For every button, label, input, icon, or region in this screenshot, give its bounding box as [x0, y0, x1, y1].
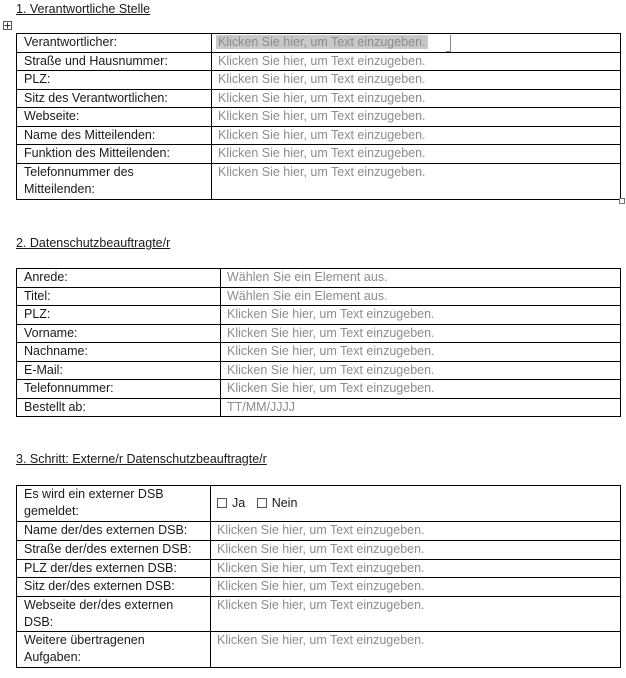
placeholder-text: Wählen Sie ein Element aus.	[227, 270, 388, 284]
dropdown-titel[interactable]	[221, 288, 621, 306]
label-name-mitteilender: Name des Mitteilenden:	[17, 127, 212, 145]
label-bestellt-ab: Bestellt ab:	[17, 399, 221, 417]
checkbox-nein[interactable]	[257, 498, 267, 508]
table-row	[17, 486, 621, 522]
table-row	[17, 560, 621, 578]
input-name-mitteilender[interactable]	[212, 127, 621, 145]
table-row	[17, 90, 621, 108]
option-nein[interactable]	[257, 495, 298, 512]
label-verantwortlicher: Verantwortlicher:	[17, 34, 212, 53]
placeholder-text: Klicken Sie hier, um Text einzugeben.	[218, 128, 426, 142]
input-plz-extern[interactable]	[211, 560, 621, 578]
label-sitz: Sitz des Verantwortlichen:	[17, 90, 212, 108]
label-plz: PLZ:	[17, 306, 221, 325]
placeholder-text: Klicken Sie hier, um Text einzugeben.	[218, 35, 426, 49]
label-telefonnummer: Telefonnummer:	[17, 380, 221, 399]
input-verantwortlicher[interactable]	[212, 34, 621, 53]
placeholder-text: Klicken Sie hier, um Text einzugeben.	[218, 109, 426, 123]
placeholder-text: Klicken Sie hier, um Text einzugeben.	[218, 146, 426, 160]
table-row	[17, 578, 621, 597]
placeholder-text: Klicken Sie hier, um Text einzugeben.	[217, 579, 425, 593]
label-weitere-aufgaben: Weitere übertragenen Aufgaben:	[17, 632, 211, 668]
label-vorname: Vorname:	[17, 325, 221, 343]
table-resize-handle[interactable]	[619, 198, 625, 204]
table-row	[17, 597, 621, 632]
placeholder-text: Klicken Sie hier, um Text einzugeben.	[218, 91, 426, 105]
input-telefonnummer[interactable]	[221, 380, 621, 399]
table-row	[17, 522, 621, 541]
option-ja[interactable]	[217, 495, 245, 512]
table-row	[17, 53, 621, 71]
checkbox-ja[interactable]	[217, 498, 227, 508]
checkbox-ja-label: Ja	[232, 496, 246, 510]
label-telefon-mitteilender: Telefonnummer des Mitteilenden:	[17, 164, 212, 200]
table-row	[17, 306, 621, 325]
input-webseite-extern[interactable]	[211, 597, 621, 632]
input-telefon-mitteilender[interactable]	[212, 164, 621, 200]
table-verantwortliche-stelle	[16, 33, 621, 200]
table-row	[17, 399, 621, 417]
input-strasse-extern[interactable]	[211, 541, 621, 560]
table-row	[17, 127, 621, 145]
table-row	[17, 71, 621, 90]
placeholder-text: Klicken Sie hier, um Text einzugeben.	[218, 165, 426, 179]
label-email: E-Mail:	[17, 362, 221, 380]
placeholder-text: Klicken Sie hier, um Text einzugeben.	[227, 344, 435, 358]
label-titel: Titel:	[17, 288, 221, 306]
label-nachname: Nachname:	[17, 343, 221, 362]
placeholder-text: Klicken Sie hier, um Text einzugeben.	[227, 381, 435, 395]
checkbox-nein-label: Nein	[271, 496, 298, 510]
input-name-extern[interactable]	[211, 522, 621, 541]
table-row	[17, 34, 621, 53]
externer-dsb-options	[211, 486, 621, 522]
placeholder-text: Klicken Sie hier, um Text einzugeben.	[227, 363, 435, 377]
input-weitere-aufgaben[interactable]	[211, 632, 621, 668]
table-row	[17, 108, 621, 127]
input-strasse[interactable]	[212, 53, 621, 71]
placeholder-text: Klicken Sie hier, um Text einzugeben.	[227, 307, 435, 321]
label-webseite-extern: Webseite der/des externen DSB:	[17, 597, 211, 632]
table-row	[17, 288, 621, 306]
section-2-heading: 2. Datenschutzbeauftragte/r	[16, 236, 171, 250]
label-webseite: Webseite:	[17, 108, 212, 127]
input-email[interactable]	[221, 362, 621, 380]
placeholder-text: Klicken Sie hier, um Text einzugeben.	[218, 72, 426, 86]
input-nachname[interactable]	[221, 343, 621, 362]
label-sitz-extern: Sitz der/des externen DSB:	[17, 578, 211, 597]
table-row	[17, 343, 621, 362]
section-3-heading: 3. Schritt: Externe/r Datenschutzbeauftragte/r	[16, 452, 267, 466]
section-1-heading: 1. Verantwortliche Stelle	[16, 2, 151, 16]
placeholder-text: Klicken Sie hier, um Text einzugeben.	[217, 633, 425, 647]
placeholder-text: Klicken Sie hier, um Text einzugeben.	[218, 54, 426, 68]
table-move-icon[interactable]	[3, 21, 12, 30]
date-picker-bestellt-ab[interactable]	[221, 399, 621, 417]
table-row	[17, 164, 621, 200]
table-row	[17, 145, 621, 164]
table-datenschutzbeauftragter	[16, 268, 621, 417]
content-control-edge	[446, 35, 451, 52]
input-webseite[interactable]	[212, 108, 621, 127]
label-name-extern: Name der/des externen DSB:	[17, 522, 211, 541]
table-row	[17, 632, 621, 668]
input-sitz[interactable]	[212, 90, 621, 108]
label-plz-extern: PLZ der/des externen DSB:	[17, 560, 211, 578]
input-vorname[interactable]	[221, 325, 621, 343]
label-anrede: Anrede:	[17, 269, 221, 288]
table-row	[17, 541, 621, 560]
dropdown-anrede[interactable]	[221, 269, 621, 288]
table-externer-dsb	[16, 485, 621, 668]
table-row	[17, 362, 621, 380]
label-externer-dsb-gemeldet: Es wird ein externer DSB gemeldet:	[17, 486, 211, 522]
input-funktion-mitteilender[interactable]	[212, 145, 621, 164]
label-strasse-extern: Straße der/des externen DSB:	[17, 541, 211, 560]
placeholder-text: Klicken Sie hier, um Text einzugeben.	[217, 523, 425, 537]
input-sitz-extern[interactable]	[211, 578, 621, 597]
placeholder-text: Klicken Sie hier, um Text einzugeben.	[217, 598, 425, 612]
input-plz[interactable]	[221, 306, 621, 325]
label-plz: PLZ:	[17, 71, 212, 90]
input-plz[interactable]	[212, 71, 621, 90]
placeholder-text: Klicken Sie hier, um Text einzugeben.	[217, 542, 425, 556]
table-row	[17, 269, 621, 288]
placeholder-text: TT/MM/JJJJ	[227, 400, 296, 414]
placeholder-text: Klicken Sie hier, um Text einzugeben.	[217, 561, 425, 575]
label-strasse: Straße und Hausnummer:	[17, 53, 212, 71]
placeholder-text: Klicken Sie hier, um Text einzugeben.	[227, 326, 435, 340]
table-row	[17, 325, 621, 343]
table-row	[17, 380, 621, 399]
label-funktion-mitteilender: Funktion des Mitteilenden:	[17, 145, 212, 164]
placeholder-text: Wählen Sie ein Element aus.	[227, 289, 388, 303]
